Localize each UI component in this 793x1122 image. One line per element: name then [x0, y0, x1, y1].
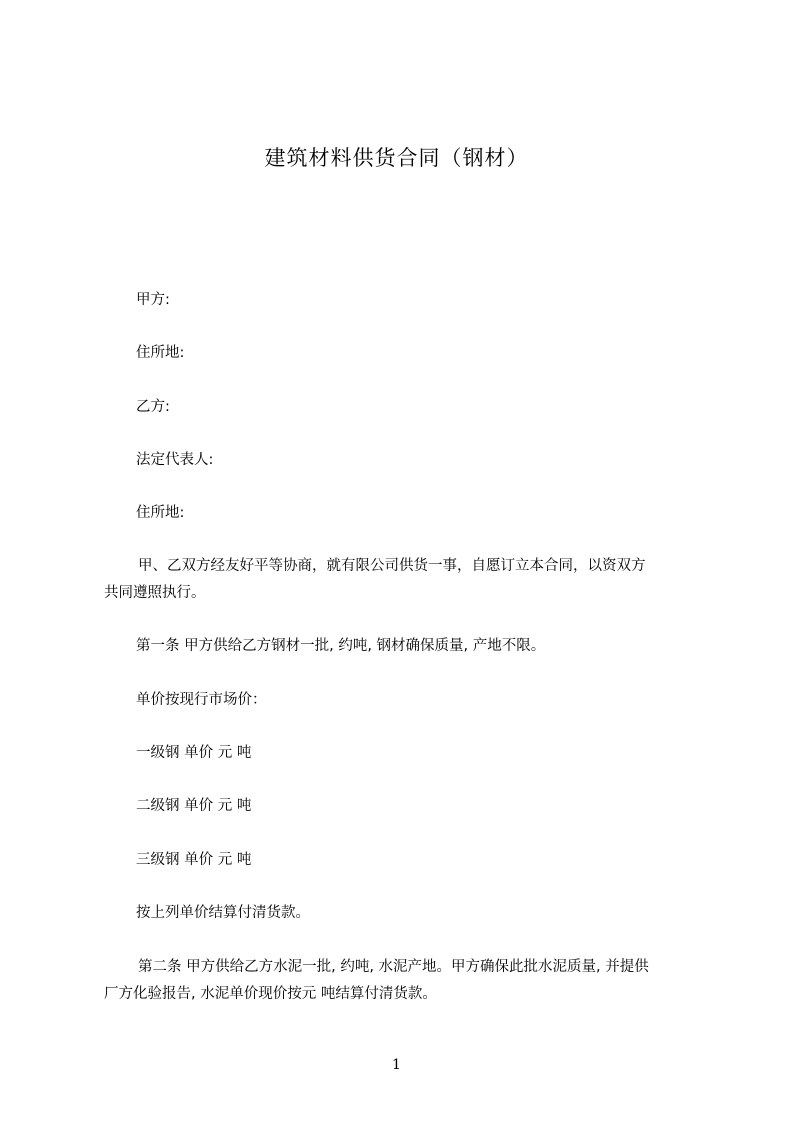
preamble-line-1: 甲、乙双方经友好平等协商，就有限公司供货一事，自愿订立本合同，以资双方	[138, 558, 646, 574]
article-2-line-1: 第二条 甲方供给乙方水泥一批, 约吨, 水泥产地。甲方确保此批水泥质量, 并提供	[138, 959, 649, 975]
price-item-grade-3: 三级钢 单价 元 吨	[136, 852, 252, 868]
party-b-address-label: 住所地:	[136, 505, 185, 521]
article-2-line-2: 厂方化验报告, 水泥单价现价按元 吨结算付清货款。	[104, 986, 437, 1002]
price-intro: 单价按现行市场价：	[136, 692, 267, 708]
settlement-note: 按上列单价结算付清货款。	[136, 905, 310, 921]
party-a-label: 甲方:	[136, 292, 170, 308]
article-1: 第一条 甲方供给乙方钢材一批, 约吨, 钢材确保质量, 产地不限。	[136, 638, 546, 654]
party-a-address-label: 住所地:	[136, 345, 185, 361]
preamble-paragraph	[104, 553, 700, 607]
page-title: 建筑材料供货合同（钢材）	[264, 146, 529, 170]
page-number: 1	[392, 1057, 401, 1073]
article-2-paragraph	[104, 954, 700, 1008]
price-item-grade-1: 一级钢 单价 元 吨	[136, 745, 252, 761]
party-b-label: 乙方:	[136, 399, 170, 415]
price-item-grade-2: 二级钢 单价 元 吨	[136, 798, 252, 814]
preamble-line-2: 共同遵照执行。	[104, 585, 206, 601]
legal-representative-label: 法定代表人:	[136, 452, 214, 468]
